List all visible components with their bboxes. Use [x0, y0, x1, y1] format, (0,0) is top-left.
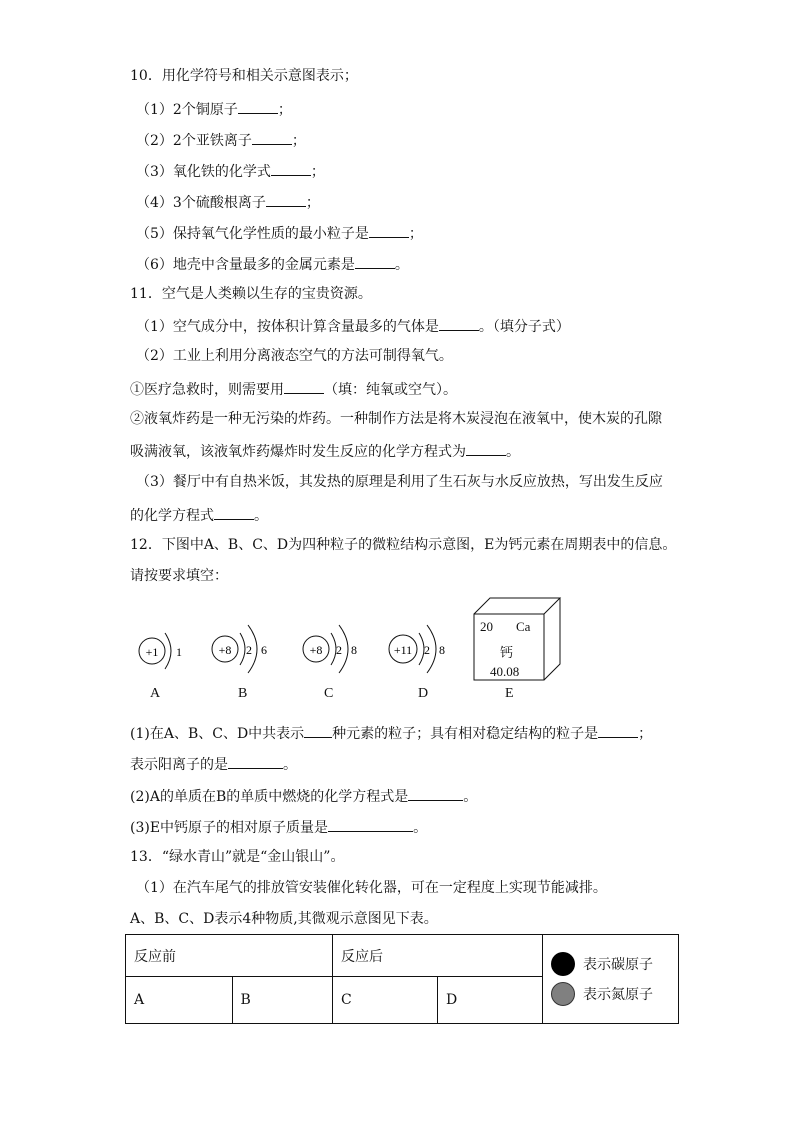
q11-part-2a-text: ①医疗急救时，则需要用	[130, 382, 284, 398]
answer-blank[interactable]	[228, 753, 283, 769]
q11-part-1	[136, 315, 570, 337]
q12-sub-3-text: (3)E中钙原子的相对原子质量是	[130, 820, 329, 836]
q11-part-3-line2	[130, 504, 268, 526]
periodic-element-cube	[470, 596, 565, 688]
q12-sub-2-end: 。	[463, 789, 478, 805]
atom-diagram-c	[300, 620, 380, 680]
answer-blank[interactable]	[466, 440, 506, 456]
q10-item-5-text: （5）保持氧气化学性质的最小粒子是	[136, 226, 369, 242]
q11-part-1-end: 。（填分子式）	[478, 319, 570, 335]
q10-item-6-end: 。	[394, 257, 409, 273]
cell-d: D	[438, 977, 543, 1024]
shell-electrons: 2	[336, 643, 342, 657]
q13-part-1: （1）在汽车尾气的排放管安装催化转化器，可在一定程度上实现节能减排。	[136, 880, 607, 896]
q11-part-2b-line2	[130, 440, 520, 462]
q10-item-2-end: ；	[291, 133, 306, 149]
q12-sub-2-text: (2)A的单质在B的单质中燃烧的化学方程式是	[130, 789, 409, 805]
cube-top	[474, 598, 560, 614]
q10-item-6-text: （6）地壳中含量最多的金属元素是	[136, 257, 355, 273]
q10-item-5	[136, 222, 423, 244]
answer-blank[interactable]	[328, 816, 413, 832]
legend-cell	[543, 935, 679, 1024]
q11-part-2a-end: （填：纯氧或空气）。	[324, 382, 457, 398]
q10-item-4	[136, 191, 320, 213]
atomic-mass: 40.08	[490, 664, 520, 679]
q10-item-4-text: （4）3个硫酸根离子	[136, 195, 266, 211]
nucleus-charge: +1	[145, 645, 159, 659]
q11-part-2b-line1: ②液氧炸药是一种无污染的炸药。一种制作方法是将木炭浸泡在液氧中，使木炭的孔隙	[130, 411, 662, 427]
cell-b: B	[232, 977, 333, 1024]
shell-electrons: 1	[176, 645, 182, 659]
atom-label-d: D	[418, 686, 429, 701]
header-before: 反应前	[126, 935, 333, 977]
q11-part-2: （2）工业上利用分离液态空气的方法可制得氧气。	[136, 348, 453, 364]
nucleus-charge: +11	[393, 643, 413, 657]
q10-item-2	[136, 129, 306, 151]
answer-blank[interactable]	[304, 722, 332, 738]
element-symbol: Ca	[516, 619, 531, 634]
q12-sub-3	[130, 816, 427, 838]
nitrogen-atom-icon	[551, 982, 575, 1006]
q10-item-6	[136, 253, 409, 275]
q10-item-1-text: （1）2个铜原子	[136, 102, 238, 118]
shell-electrons: 2	[424, 643, 430, 657]
atomic-number: 20	[480, 619, 493, 634]
shell-electrons: 8	[351, 643, 357, 657]
q10-item-1	[136, 98, 292, 120]
cell-a: A	[126, 977, 233, 1024]
answer-blank[interactable]	[266, 191, 306, 207]
q10-item-3-text: （3）氧化铁的化学式	[136, 164, 271, 180]
q10-item-3	[136, 160, 325, 182]
atom-label-c: C	[324, 686, 334, 701]
legend-carbon-label: 表示碳原子	[583, 957, 653, 973]
element-name: 钙	[500, 646, 514, 661]
carbon-atom-icon	[551, 952, 575, 976]
q12-sub-1-line2-end: 。	[283, 757, 297, 773]
q12-sub-1-a: (1)在A、B、C、D中共表示	[130, 726, 305, 742]
shell-electrons: 8	[439, 643, 445, 657]
legend-nitrogen	[551, 982, 670, 1006]
q11-title: 11．空气是人类赖以生存的宝贵资源。	[130, 286, 372, 302]
answer-blank[interactable]	[214, 504, 254, 520]
q12-sub-1-line2-text: 表示阳离子的是	[130, 757, 228, 773]
q11-part-3-end: 。	[254, 508, 268, 524]
reaction-table	[125, 934, 679, 1024]
atom-c-svg	[300, 620, 380, 680]
q10-item-5-end: ；	[408, 226, 423, 242]
q12-title-2: 请按要求填空：	[130, 568, 228, 584]
q11-part-2b-end: 。	[506, 444, 520, 460]
q11-part-2a	[130, 378, 457, 400]
nucleus-charge: +8	[309, 643, 323, 657]
q12-sub-1-c: ；	[638, 726, 653, 742]
legend-nitrogen-label: 表示氮原子	[583, 987, 653, 1003]
atom-d-svg	[386, 620, 466, 680]
answer-blank[interactable]	[598, 722, 638, 738]
answer-blank[interactable]	[439, 315, 479, 331]
element-label-e: E	[505, 686, 514, 701]
q10-item-3-end: ；	[310, 164, 325, 180]
q12-sub-3-end: 。	[413, 820, 428, 836]
answer-blank[interactable]	[355, 253, 395, 269]
q11-part-3-line1: （3）餐厅中有自热米饭，其发热的原理是利用了生石灰与水反应放热，写出发生反应	[136, 474, 663, 490]
q10-title: 10．用化学符号和相关示意图表示；	[130, 68, 358, 84]
q10-item-1-end: ；	[277, 102, 292, 118]
atom-diagram-a	[135, 620, 215, 680]
q13-part-1b: A、B、C、D表示4种物质,其微观示意图见下表。	[130, 911, 438, 927]
answer-blank[interactable]	[271, 160, 311, 176]
atom-label-a: A	[150, 686, 161, 701]
nucleus-charge: +8	[218, 643, 232, 657]
q12-sub-1	[130, 722, 652, 744]
answer-blank[interactable]	[284, 378, 324, 394]
shell-electrons: 2	[246, 643, 252, 657]
atom-b-svg	[210, 620, 290, 680]
answer-blank[interactable]	[238, 98, 278, 114]
cube-side	[544, 598, 560, 680]
atom-diagram-b	[210, 620, 290, 680]
legend-carbon	[551, 952, 670, 976]
atom-diagram-d	[386, 620, 466, 680]
electron-shell	[165, 633, 171, 669]
atom-a-svg	[135, 620, 215, 680]
electron-shell	[240, 633, 245, 665]
q12-sub-1-b: 种元素的粒子；具有相对稳定结构的粒子是	[332, 726, 599, 742]
q12-title: 12．下图中A、B、C、D为四种粒子的微粒结构示意图，E为钙元素在周期表中的信息。	[130, 537, 677, 553]
answer-blank[interactable]	[408, 785, 463, 801]
answer-blank[interactable]	[252, 129, 292, 145]
q11-part-3-text: 的化学方程式	[130, 508, 214, 524]
q13-title: 13．“绿水青山”就是“金山银山”。	[130, 849, 345, 865]
q10-item-2-text: （2）2个亚铁离子	[136, 133, 252, 149]
q12-sub-1-line2	[130, 753, 297, 775]
atom-label-b: B	[238, 686, 248, 701]
answer-blank[interactable]	[369, 222, 409, 238]
cell-c: C	[333, 977, 438, 1024]
q12-sub-2	[130, 785, 477, 807]
q11-part-2b-text: 吸满液氧，该液氧炸药爆炸时发生反应的化学方程式为	[130, 444, 466, 460]
q11-part-1-text: （1）空气成分中，按体积计算含量最多的气体是	[136, 319, 439, 335]
header-after: 反应后	[333, 935, 543, 977]
shell-electrons: 6	[261, 643, 267, 657]
q10-item-4-end: ；	[305, 195, 320, 211]
